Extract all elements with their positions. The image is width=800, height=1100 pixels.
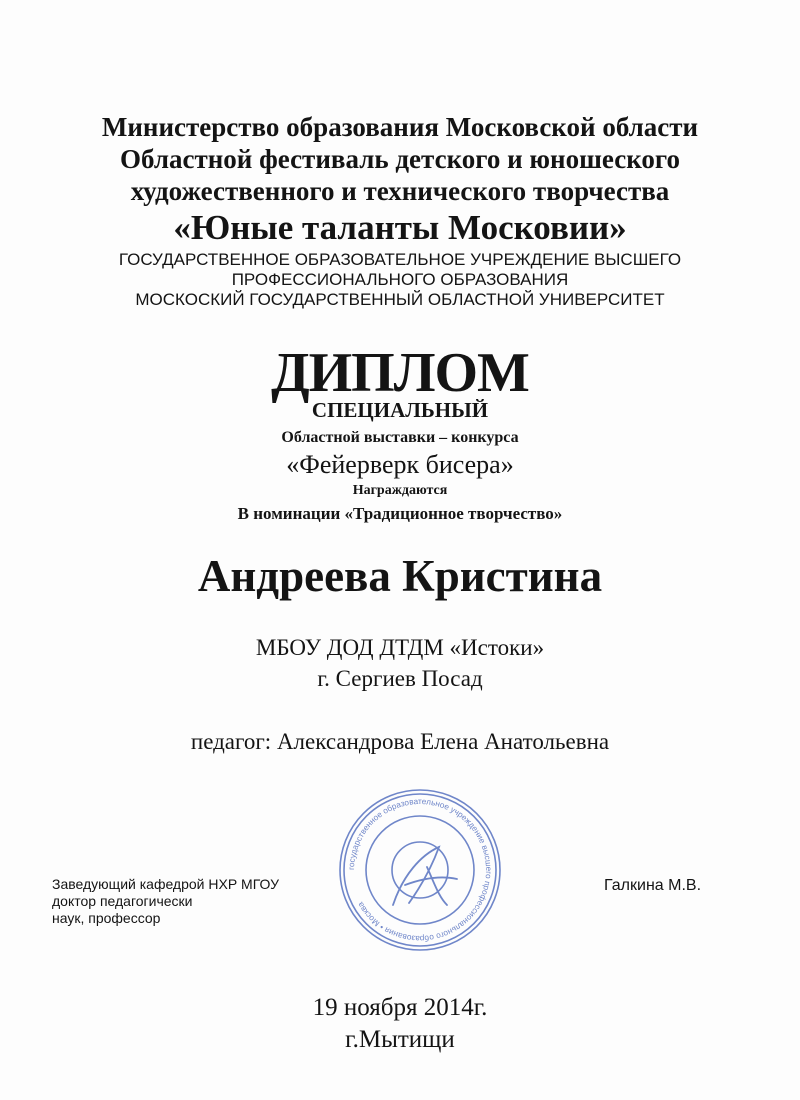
diploma-title: ДИПЛОМ: [271, 342, 529, 404]
exhibition-label: Областной выставки – конкурса: [281, 429, 519, 446]
official-stamp: [335, 785, 505, 955]
recipient-organization: МБОУ ДОД ДТДМ «Истоки»: [255, 635, 545, 660]
festival-name: «Юные таланты Московии»: [173, 208, 627, 247]
signatory-position-line-1: Заведующий кафедрой НХР МГОУ: [52, 876, 279, 892]
signatory-position: [52, 876, 279, 927]
recipient-city: г. Сергиев Посад: [317, 666, 483, 691]
institution-line-3: МОСКОСКИЙ ГОСУДАРСТВЕННЫЙ ОБЛАСТНОЙ УНИВЕРСИТЕТ: [135, 290, 665, 309]
ministry-heading: Министерство образования Московской области: [101, 112, 699, 142]
issue-place: г.Мытищи: [345, 1026, 455, 1053]
teacher-name: педагог: Александрова Елена Анатольевна: [190, 729, 610, 754]
festival-line-1: Областной фестиваль детского и юношеского: [119, 144, 680, 174]
stamp-seal-icon: [335, 785, 505, 955]
contest-name: «Фейерверк бисера»: [286, 450, 514, 479]
recipient-name: Андреева Кристина: [197, 551, 603, 601]
festival-line-2: художественного и технического творчества: [130, 176, 670, 206]
signatory-name: Галкина М.В.: [604, 877, 702, 894]
signatory-position-line-2: доктор педагогически: [52, 893, 193, 909]
nomination: В номинации «Традиционное творчество»: [237, 504, 563, 523]
institution-line-2: ПРОФЕССИОНАЛЬНОГО ОБРАЗОВАНИЯ: [231, 270, 569, 289]
stamp-text: государственное образовательное учреждение высшего профессионального образования • Москва: [346, 796, 494, 944]
signatory-position-line-3: наук, профессор: [52, 910, 161, 926]
diploma-type: СПЕЦИАЛЬНЫЙ: [311, 398, 489, 422]
institution-line-1: ГОСУДАРСТВЕННОЕ ОБРАЗОВАТЕЛЬНОЕ УЧРЕЖДЕНИЕ ВЫСШЕГО: [118, 250, 682, 269]
awarded-label: Награждаются: [352, 483, 448, 498]
issue-date: 19 ноября 2014г.: [312, 994, 488, 1021]
